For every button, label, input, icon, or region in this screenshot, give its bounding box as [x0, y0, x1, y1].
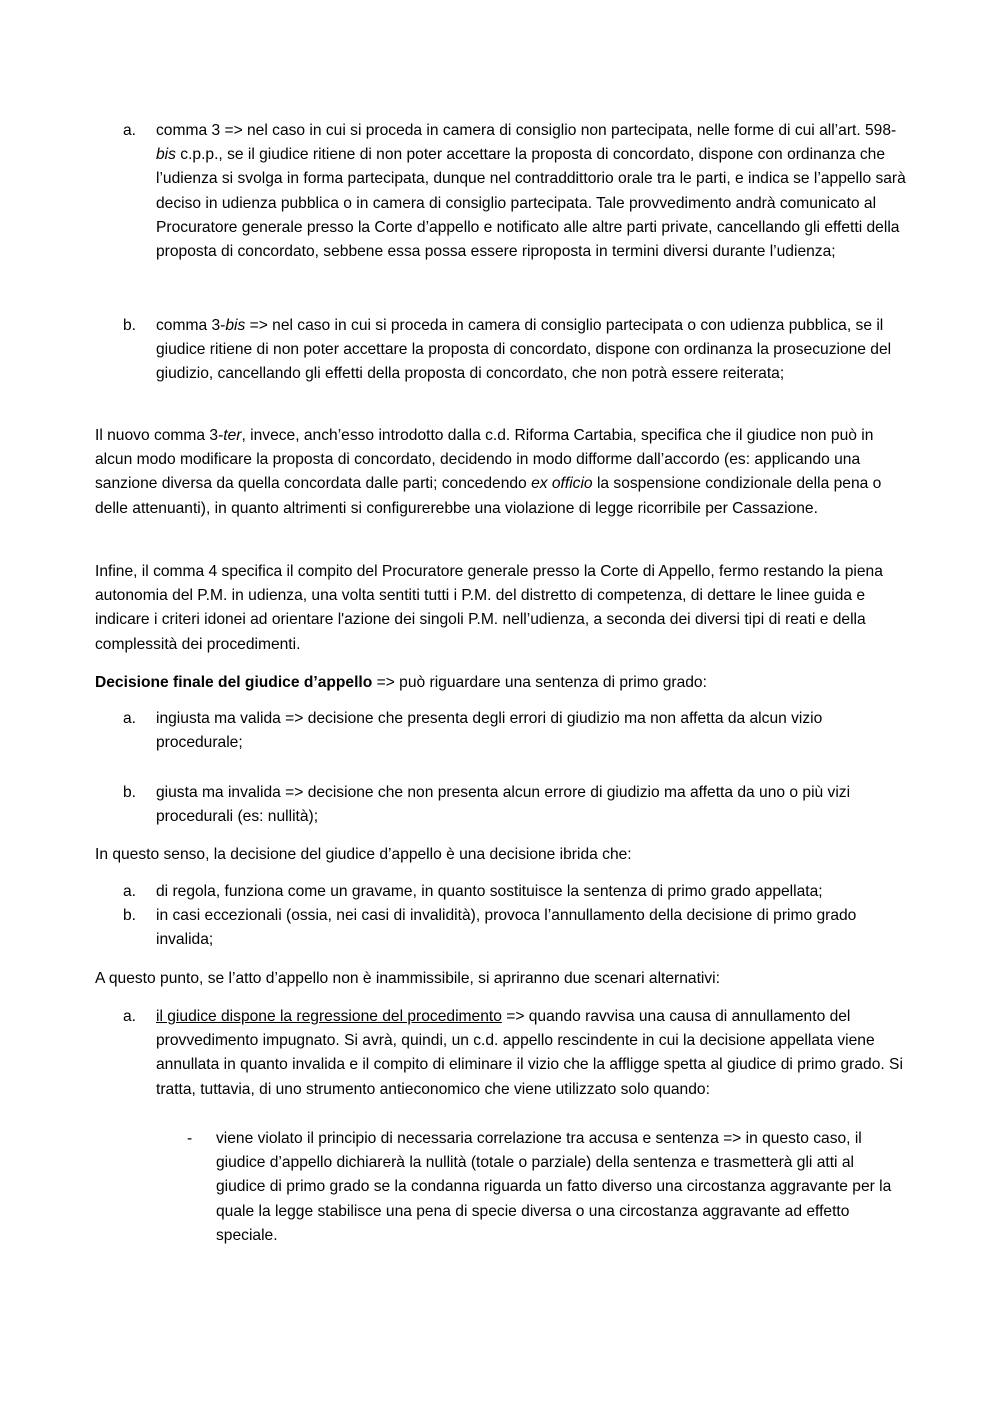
list-marker: b. [123, 784, 137, 801]
list-marker: b. [123, 317, 137, 334]
underlined-term: il giudice dispone la regressione del procedimento [156, 1008, 502, 1025]
list-marker: a. [123, 883, 137, 900]
sub-list-item-text: viene violato il principio di necessaria correlazione tra accusa e sentenza => in questo caso, il giudice d’appello dichiarerà la nullità (totale o parziale) della sentenza e trasmetterà gli atti al giudice di primo grado se la condanna riguarda un fatto diverso una circostanza aggravante per la quale la legge stabilisce una pena di specie diversa o una circostanza aggravante ad effetto speciale. [216, 1130, 892, 1244]
section-heading: Decisione finale del giudice d’appello [95, 674, 373, 691]
list-marker: a. [123, 122, 137, 139]
paragraph-in-questo-senso: In questo senso, la decisione del giudice d’appello è una decisione ibrida che: [95, 846, 632, 863]
list-item-text: il giudice dispone la regressione del procedimento => quando ravvisa una causa di annullamento del provvedimento impugnato. Si avrà, quindi, un c.d. appello rescindente in cui la decisione appellata viene annullata in quanto invalida e il compito di eliminare il vizio che la affligge spetta al giudice di primo grado. Si tratta, tuttavia, di uno strumento antieconomico che viene utilizzato solo quando: [156, 1008, 903, 1098]
paragraph-scenari: A questo punto, se l’atto d’appello non è inammissibile, si apriranno due scenari alternativi: [95, 970, 720, 987]
list-item-text: comma 3-bis => nel caso in cui si proceda in camera di consiglio partecipata o con udienza pubblica, se il giudice ritiene di non poter accettare la proposta di concordato, dispone con ordinanza la prosecuzione del giudizio, cancellando gli effetti della proposta di concordato, che non potrà essere reiterata; [156, 317, 892, 383]
list-marker: a. [123, 710, 137, 727]
paragraph-comma-3-ter: Il nuovo comma 3-ter, invece, anch’esso introdotto dalla c.d. Riforma Cartabia, specifica che il giudice non può in alcun modo modificare la proposta di concordato, decidendo in modo difforme dall’accordo (es: applicando una sanzione diversa da quella concordata dalle parti; concedendo ex officio la sospensione condizionale della pena o delle attenuanti), in quanto altrimenti si configurerebbe una violazione di legge ricorribile per Cassazione. [95, 427, 882, 517]
list-item-text: comma 3 => nel caso in cui si proceda in camera di consiglio non partecipata, nelle forme di cui all’art. 598-bis c.p.p., se il giudice ritiene di non poter accettare la proposta di concordato, dispone con ordinanza che l’udienza si svolga in forma partecipata, dunque nel contraddittorio orale tra le parti, e indica se l’appello sarà deciso in udienza pubblica o in camera di consiglio partecipata. Tale provvedimento andrà comunicato al Procuratore generale presso la Corte d’appello e notificato alle altre parti private, cancellando gli effetti della proposta di concordato, sebbene essa possa essere riproposta in termini diversi durante l’udienza; [156, 122, 906, 261]
paragraph-decisione-finale: Decisione finale del giudice d’appello => può riguardare una sentenza di primo grado: [95, 674, 707, 691]
paragraph-comma-4: Infine, il comma 4 specifica il compito del Procuratore generale presso la Corte di Appello, fermo restando la piena autonomia del P.M. in udienza, una volta sentiti tutti i P.M. del distretto di competenza, di dettare le linee guida e indicare i criteri idonei ad orientare l'azione dei singoli P.M. nell’udienza, a seconda dei diversi tipi di reati e della complessità dei procedimenti. [95, 563, 883, 653]
dash-marker: - [187, 1130, 193, 1147]
list-item-text: giusta ma invalida => decisione che non presenta alcun errore di giudizio ma affetta da uno o più vizi procedurali (es: nullità); [156, 784, 851, 826]
list-marker: a. [123, 1008, 137, 1025]
list-item-text: ingiusta ma valida => decisione che presenta degli errori di giudizio ma non affetta da alcun vizio procedurale; [156, 710, 823, 752]
list-item-text: in casi eccezionali (ossia, nei casi di invalidità), provoca l’annullamento della decisione di primo grado invalida; [156, 907, 857, 949]
list-item-text: di regola, funziona come un gravame, in quanto sostituisce la sentenza di primo grado appellata; [156, 883, 823, 900]
list-marker: b. [123, 907, 137, 924]
